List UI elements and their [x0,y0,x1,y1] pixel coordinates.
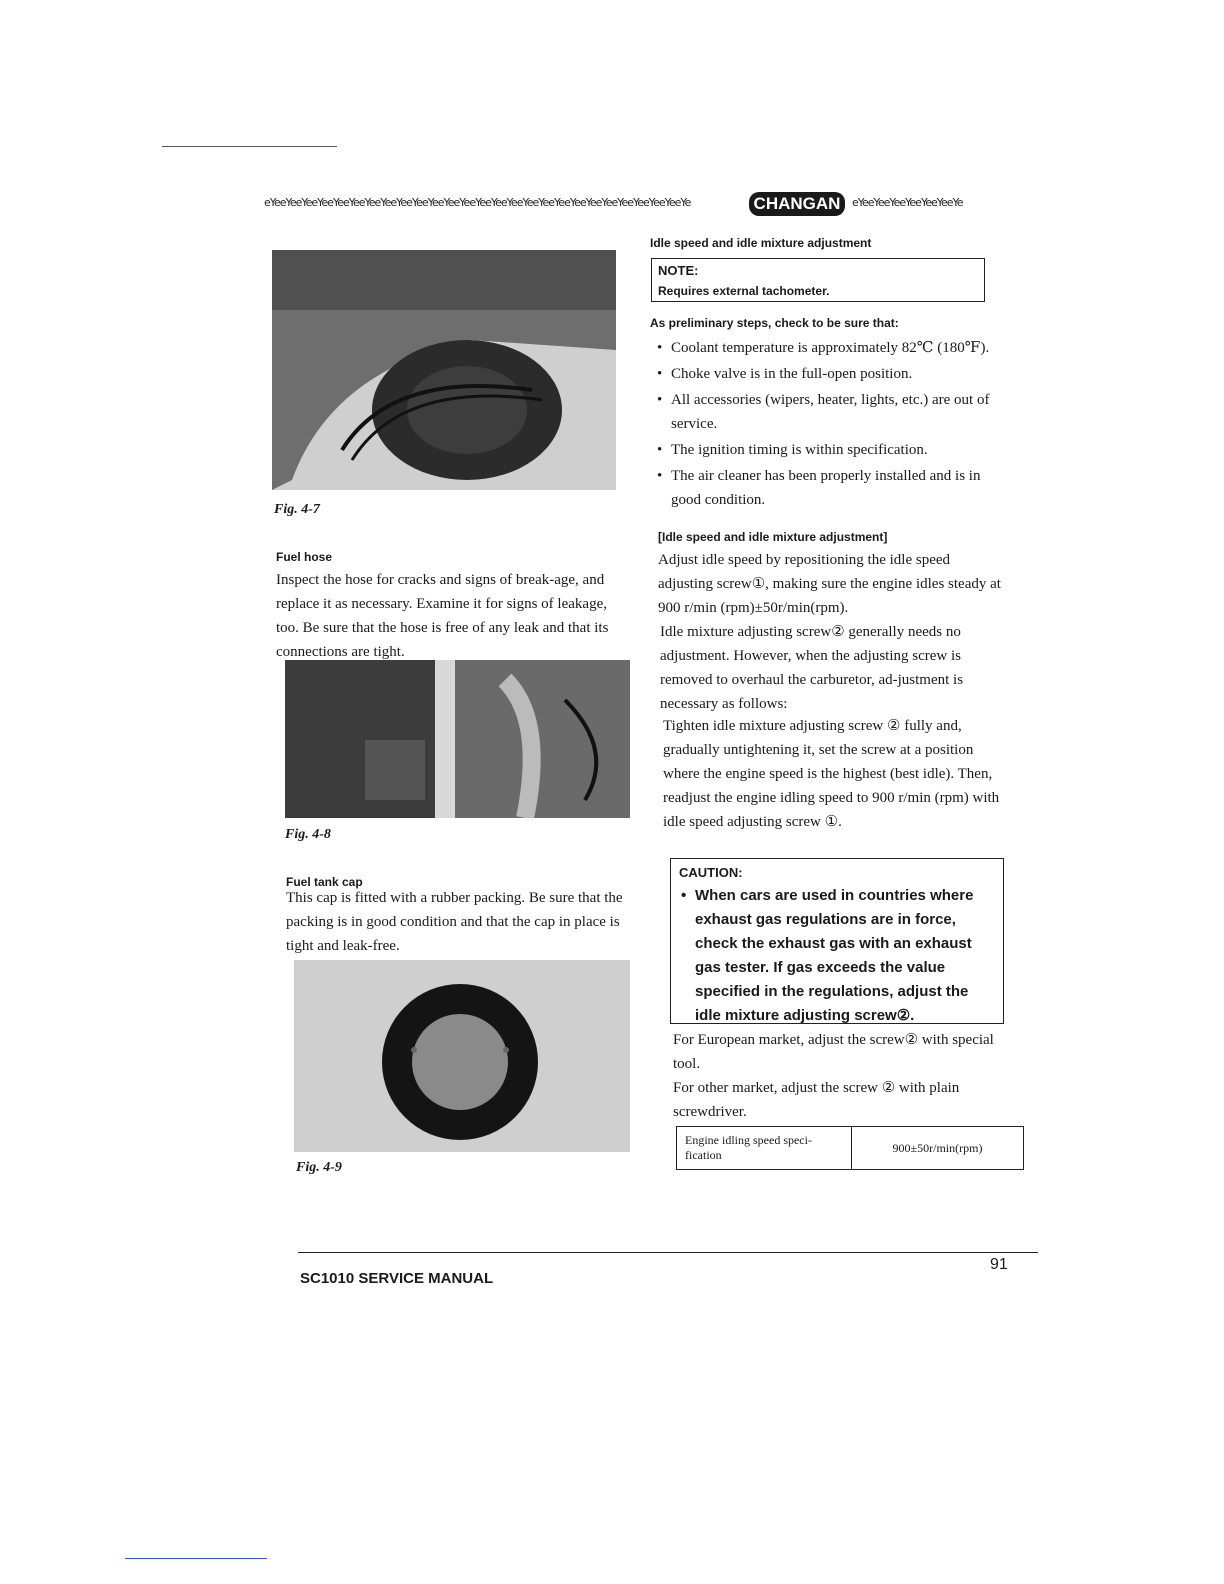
spec-table [676,1126,1024,1170]
bottom-link-line [125,1558,267,1559]
page-number: 91 [990,1256,1008,1273]
fig-4-9-caption: Fig. 4-9 [296,1160,342,1175]
manual-title: SC1010 SERVICE MANUAL [300,1270,494,1287]
idle-para-1: Adjust idle speed by repositioning the idle speed adjusting screw①, making sure the engine idles steady at 900 r/min (rpm)±50r/min(rpm). [658,552,1001,616]
european-market-text: For European market, adjust the screw② with special tool. [673,1032,994,1072]
fig-4-7-caption: Fig. 4-7 [274,502,320,517]
list-item: • The ignition timing is within specification. [655,438,1000,462]
note-box [651,258,985,302]
other-market-text: For other market, adjust the screw ② with plain screwdriver. [673,1080,960,1120]
idle-para-2: Idle mixture adjusting screw② generally needs no adjustment. However, when the adjusting screw is removed to overhaul the carburetor, ad-justment is necessary as follows: [660,624,964,712]
idle-section-heading: Idle speed and idle mixture adjustment [650,236,872,250]
note-title: NOTE: [658,263,699,278]
header-rule [162,146,337,147]
fuel-hose-text: Inspect the hose for cracks and signs of break-age, and replace it as necessary. Examine it for signs of leakage, too. Be sure that the hose is free of any leak and that its connections are tight. [276,572,609,660]
list-item: • Coolant temperature is approximately 82℃ (180℉). [655,336,1000,360]
list-item: • Choke valve is in the full-open position. [655,362,1000,386]
fuel-tank-cap-text: This cap is fitted with a rubber packing. Be sure that the packing is in good condition and that the cap in place is tight and leak-free. [286,890,623,954]
spec-value-cell: 900±50r/min(rpm) [852,1127,1024,1170]
list-item: • All accessories (wipers, heater, lights, etc.) are out of service. [655,388,1000,436]
footer-rule [298,1252,1038,1253]
header-decoration-left: eYeeYeeYeeYeeYeeYeeYeeYeeYeeYeeYeeYeeYeeYeeYeeYeeYeeYeeYeeYeeYeeYeeYeeYeeYeeYeeYe [264,196,691,209]
brand-logo: CHANGAN [749,192,845,216]
preliminary-heading: As preliminary steps, check to be sure that: [650,316,899,330]
spec-label-cell: Engine idling speed speci-fication [677,1127,852,1170]
caution-title: CAUTION: [679,865,743,880]
fig-4-9-photo [294,960,630,1152]
caution-list [679,884,995,1028]
table-row [677,1127,1024,1170]
fig-4-7-photo [272,250,616,490]
note-text: Requires external tachometer. [658,284,830,298]
fuel-hose-heading: Fuel hose [276,550,333,564]
list-item: • When cars are used in countries where exhaust gas regulations are in force, check the exhaust gas with an exhaust gas tester. If gas exceeds the value specified in the regulations, adjust the idle mixture adjusting screw②. [679,884,995,1028]
preliminary-list [655,336,1000,514]
fig-4-8-caption: Fig. 4-8 [285,827,331,842]
fig-4-8-photo [285,660,630,818]
header-decoration-right: eYeeYeeYeeYeeYeeYeeYe [852,196,963,209]
idle-para-3: Tighten idle mixture adjusting screw ② fully and, gradually untightening it, set the screw at a position where the engine speed is the highest (best idle). Then, readjust the engine idling speed to 900 r/min (rpm) with idle speed adjusting screw ①. [663,718,1000,830]
sub-heading: [Idle speed and idle mixture adjustment] [658,530,888,544]
list-item: • The air cleaner has been properly installed and is in good condition. [655,464,1000,512]
caution-box [670,858,1004,1024]
fuel-tank-cap-heading: Fuel tank cap [286,875,363,889]
